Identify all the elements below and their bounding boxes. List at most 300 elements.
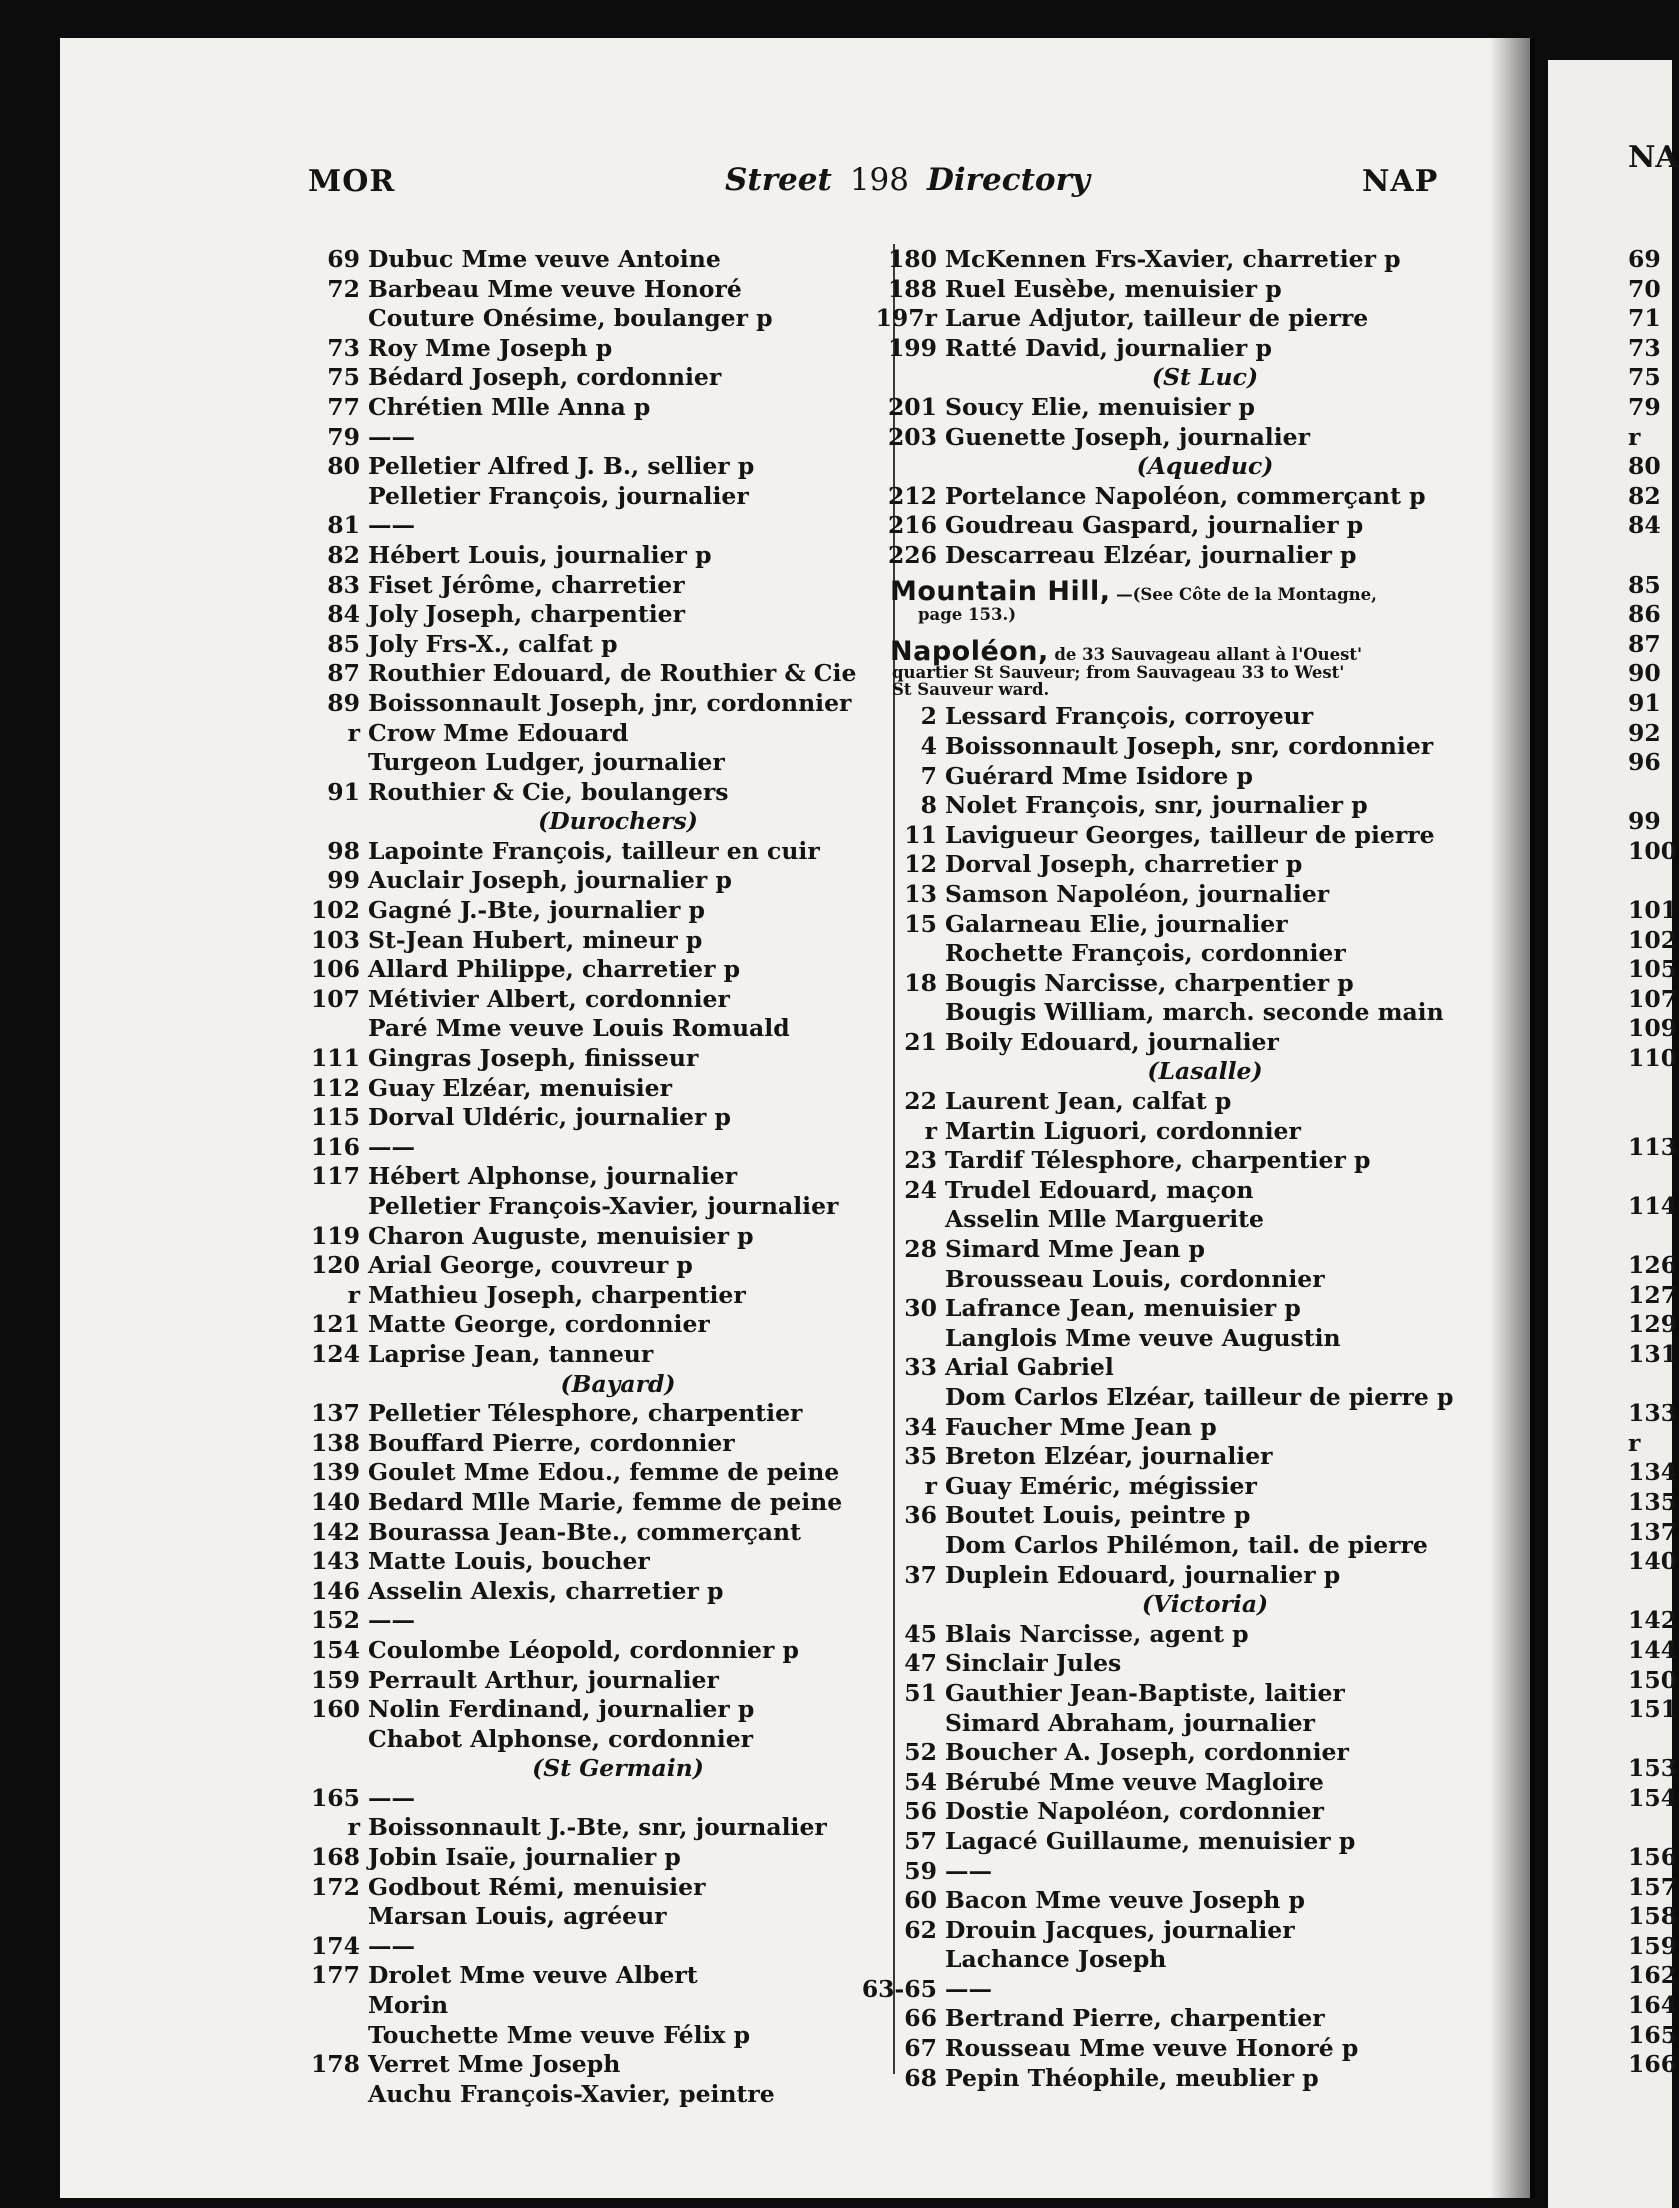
header-title — [725, 162, 1090, 198]
house-number: 102 — [310, 896, 360, 925]
house-number: 121 — [310, 1310, 360, 1339]
resident-text: Pelletier Télesphore, charpentier — [368, 1399, 803, 1428]
street-name: (Victoria) — [1141, 1590, 1269, 1619]
directory-entry — [327, 511, 868, 541]
house-number: 103 — [310, 925, 360, 954]
house-number: 119 — [310, 1221, 360, 1250]
street-name: (St Luc) — [1151, 363, 1259, 392]
resident-text: Larue Adjutor, tailleur de pierre — [945, 304, 1369, 333]
resident-text: Gauthier Jean-Baptiste, laitier — [945, 1678, 1345, 1707]
resident-text: Métivier Albert, cordonnier — [368, 984, 730, 1013]
resident-text: —— — [368, 511, 415, 540]
directory-entry — [945, 1324, 1465, 1354]
resident-text: Touchette Mme veuve Félix p — [368, 2020, 751, 2049]
house-number: 199 — [887, 333, 937, 362]
house-number: 67 — [904, 2034, 937, 2063]
street-section-label — [945, 1590, 1465, 1620]
house-number: 36 — [904, 1501, 937, 1530]
house-number: 24 — [904, 1175, 937, 1204]
resident-text: Lapointe François, tailleur en cuir — [368, 836, 820, 865]
directory-entry — [310, 1547, 868, 1577]
next-page-header: NA — [1628, 140, 1679, 175]
house-number: 60 — [904, 1886, 937, 1915]
next-page-number: 164 — [1628, 1991, 1678, 2020]
next-page-number: 101 — [1628, 896, 1678, 925]
resident-text: Boucher A. Joseph, cordonnier — [945, 1738, 1349, 1767]
house-number: 152 — [310, 1606, 360, 1635]
next-page-number — [1628, 1074, 1677, 1104]
resident-text: Chabot Alphonse, cordonnier — [368, 1724, 754, 1753]
house-number: 107 — [310, 984, 360, 1013]
house-number: 62 — [904, 1915, 937, 1944]
resident-text: Matte George, cordonnier — [368, 1310, 710, 1339]
resident-text: Chrétien Mlle Anna p — [368, 392, 651, 421]
resident-text: Crow Mme Edouard — [368, 718, 629, 747]
directory-entry — [904, 1619, 1465, 1650]
resident-text: Roy Mme Joseph p — [368, 333, 613, 362]
directory-entry — [887, 540, 1465, 571]
directory-entry — [327, 836, 868, 867]
directory-entry — [904, 1826, 1465, 1857]
next-page-number: 90 — [1628, 659, 1661, 688]
resident-text: Sinclair Jules — [945, 1649, 1122, 1678]
resident-text: Lavigueur Georges, tailleur de pierre — [945, 820, 1435, 849]
directory-entry — [887, 392, 1465, 423]
directory-entry — [368, 1902, 868, 1932]
right-column — [861, 245, 1465, 2093]
resident-text: —— — [368, 1132, 415, 1161]
resident-text: Jobin Isaïe, journalier p — [368, 1843, 681, 1872]
directory-entry — [310, 1665, 868, 1696]
directory-entry — [920, 702, 1465, 732]
next-page-number: 135 — [1628, 1487, 1678, 1516]
next-page-number: 107 — [1628, 984, 1678, 1013]
directory-entry — [347, 1280, 868, 1311]
house-number: 168 — [310, 1843, 360, 1872]
resident-text: —— — [368, 422, 415, 451]
directory-entry — [310, 1872, 868, 1903]
directory-entry — [327, 422, 868, 453]
resident-text: Rousseau Mme veuve Honoré p — [945, 2034, 1359, 2063]
next-page-number — [1628, 778, 1677, 808]
resident-text: Matte Louis, boucher — [368, 1547, 650, 1576]
directory-entry — [368, 2021, 868, 2051]
directory-entry — [904, 820, 1465, 851]
house-number: 82 — [327, 540, 360, 569]
next-page-number: 158 — [1628, 1902, 1678, 1931]
mountain-hill-name: Mountain Hill, — [890, 575, 1111, 607]
resident-text: Marsan Louis, agréeur — [368, 1902, 667, 1931]
directory-entry — [310, 1961, 868, 1991]
book-spine-shadow — [1490, 38, 1535, 2198]
house-number: 216 — [887, 511, 937, 540]
street-section-label — [945, 452, 1465, 482]
house-number: r — [924, 1471, 937, 1500]
street-section-label — [368, 807, 868, 837]
directory-entry — [945, 1265, 1465, 1295]
resident-text: Martin Liguori, cordonnier — [945, 1116, 1301, 1145]
resident-text: —— — [368, 1783, 415, 1812]
house-number: 69 — [327, 245, 360, 273]
resident-text: St-Jean Hubert, mineur p — [368, 925, 703, 954]
resident-text: Portelance Napoléon, commerçant p — [945, 481, 1426, 510]
directory-entry — [327, 866, 868, 896]
resident-text: Joly Frs-X., calfat p — [368, 629, 618, 658]
next-page-number — [1628, 866, 1677, 896]
next-page-number: 86 — [1628, 600, 1661, 629]
next-page-number: 153 — [1628, 1754, 1678, 1783]
house-number: 12 — [904, 850, 937, 879]
resident-text: Barbeau Mme veuve Honoré — [368, 274, 742, 303]
resident-text: Blais Narcisse, agent p — [945, 1619, 1249, 1648]
resident-text: —— — [368, 1606, 415, 1635]
resident-text: Bacon Mme veuve Joseph p — [945, 1886, 1305, 1915]
directory-entry — [327, 274, 868, 305]
next-page-number: 84 — [1628, 511, 1661, 540]
directory-entry — [368, 1014, 868, 1044]
next-page-number: 113 — [1628, 1132, 1678, 1161]
directory-entry — [945, 1205, 1465, 1235]
directory-entry — [887, 481, 1465, 512]
house-number: r — [347, 718, 360, 747]
resident-text: Langlois Mme veuve Augustin — [945, 1323, 1341, 1352]
next-page-number: 91 — [1628, 688, 1661, 717]
resident-text: Dubuc Mme veuve Antoine — [368, 245, 721, 273]
resident-text: Routhier Edouard, de Routhier & Cie — [368, 659, 857, 688]
house-number: 89 — [327, 688, 360, 717]
next-page-numbers — [1628, 245, 1677, 2080]
house-number: 226 — [887, 540, 937, 569]
resident-text: Brousseau Louis, cordonnier — [945, 1264, 1325, 1293]
house-number: 142 — [310, 1517, 360, 1546]
directory-entry — [310, 1783, 868, 1814]
header-title-directory: Directory — [926, 162, 1090, 198]
resident-text: Soucy Elie, menuisier p — [945, 392, 1255, 421]
resident-text: Lessard François, corroyeur — [945, 702, 1314, 731]
street-section-label — [945, 1057, 1465, 1087]
next-page-number: 137 — [1628, 1517, 1678, 1546]
resident-text: Lafrance Jean, menuisier p — [945, 1294, 1301, 1323]
resident-text: Tardif Télesphore, charpentier p — [945, 1146, 1371, 1175]
house-number: 52 — [904, 1738, 937, 1767]
resident-text: Drouin Jacques, journalier — [945, 1915, 1295, 1944]
house-number: 83 — [327, 570, 360, 599]
street-name: (Durochers) — [538, 807, 698, 836]
resident-text: Bourassa Jean-Bte., commerçant — [368, 1517, 801, 1546]
house-number: 47 — [904, 1649, 937, 1678]
house-number: 63-65 — [861, 1974, 937, 2003]
house-number: 81 — [327, 511, 360, 540]
house-number: 77 — [327, 392, 360, 421]
right-bottom-entries — [861, 702, 1465, 2093]
directory-entry — [368, 1725, 868, 1755]
next-page-number: 70 — [1628, 274, 1661, 303]
house-number: 33 — [904, 1353, 937, 1382]
directory-entry — [904, 1767, 1465, 1798]
next-page-number — [1628, 1725, 1677, 1755]
header-right-code: NAP — [1362, 164, 1439, 199]
directory-entry — [310, 1487, 868, 1518]
next-page-number: 142 — [1628, 1606, 1678, 1635]
resident-text: Lagacé Guillaume, menuisier p — [945, 1826, 1356, 1855]
directory-entry — [327, 333, 868, 364]
resident-text: Dorval Joseph, charretier p — [945, 850, 1303, 879]
directory-entry — [368, 304, 868, 334]
house-number: 59 — [904, 1856, 937, 1885]
directory-entry — [310, 1339, 868, 1370]
house-number: 51 — [904, 1678, 937, 1707]
next-page-number: 150 — [1628, 1665, 1678, 1694]
resident-text: Guay Elzéar, menuisier — [368, 1073, 673, 1102]
resident-text: Turgeon Ludger, journalier — [368, 748, 725, 777]
directory-entry — [924, 1116, 1465, 1147]
house-number: 54 — [904, 1767, 937, 1796]
directory-entry — [920, 761, 1465, 792]
next-page-number: 127 — [1628, 1280, 1678, 1309]
house-number: 143 — [310, 1547, 360, 1576]
house-number: 84 — [327, 600, 360, 629]
resident-text: McKennen Frs-Xavier, charretier p — [945, 245, 1401, 273]
directory-entry — [904, 968, 1465, 999]
house-number: 138 — [310, 1428, 360, 1457]
resident-text: Breton Elzéar, journalier — [945, 1442, 1273, 1471]
directory-entry — [310, 1635, 868, 1666]
next-page-number: 73 — [1628, 333, 1661, 362]
resident-text: Bédard Joseph, cordonnier — [368, 363, 722, 392]
next-page-number: 144 — [1628, 1635, 1678, 1664]
resident-text: Charon Auguste, menuisier p — [368, 1221, 754, 1250]
directory-entry — [945, 1383, 1465, 1413]
directory-entry — [904, 1560, 1465, 1591]
next-page-number: 156 — [1628, 1843, 1678, 1872]
resident-text: Asselin Alexis, charretier p — [368, 1576, 724, 1605]
directory-entry — [904, 1856, 1465, 1887]
house-number: 203 — [887, 422, 937, 451]
resident-text: Allard Philippe, charretier p — [368, 955, 741, 984]
directory-entry — [310, 1132, 868, 1163]
directory-entry — [904, 1678, 1465, 1709]
directory-entry — [310, 1576, 868, 1607]
resident-text: Goulet Mme Edou., femme de peine — [368, 1458, 840, 1487]
mountain-hill-note: —(See Côte de la Montagne, — [1116, 584, 1377, 604]
next-page-number: 151 — [1628, 1695, 1678, 1724]
house-number: 85 — [327, 629, 360, 658]
resident-text: Dostie Napoléon, cordonnier — [945, 1797, 1324, 1826]
resident-text: Rochette François, cordonnier — [945, 939, 1346, 968]
next-page-number: 134 — [1628, 1458, 1678, 1487]
house-number: 13 — [904, 879, 937, 908]
street-name: (St Germain) — [532, 1754, 704, 1783]
directory-entry — [310, 1221, 868, 1252]
header-title-street: Street — [725, 162, 832, 198]
directory-entry — [327, 600, 868, 630]
directory-entry — [310, 1458, 868, 1488]
house-number: 120 — [310, 1251, 360, 1280]
resident-text: Fiset Jérôme, charretier — [368, 570, 685, 599]
resident-text: Paré Mme veuve Louis Romuald — [368, 1014, 790, 1043]
next-page-number: 126 — [1628, 1251, 1678, 1280]
house-number: 178 — [310, 2050, 360, 2079]
next-page-number — [1628, 1222, 1677, 1252]
resident-text: Descarreau Elzéar, journalier p — [945, 540, 1357, 569]
directory-entry — [904, 1501, 1465, 1531]
resident-text: Simard Mme Jean p — [945, 1235, 1205, 1264]
resident-text: Guérard Mme Isidore p — [945, 761, 1253, 790]
directory-entry — [861, 1974, 1465, 2005]
resident-text: Bedard Mlle Marie, femme de peine — [368, 1487, 843, 1516]
directory-entry — [904, 1649, 1465, 1679]
resident-text: Hébert Alphonse, journalier — [368, 1162, 738, 1191]
house-number: 8 — [920, 791, 937, 820]
napoleon-desc-fr: de 33 Sauvageau allant à l'Ouest' — [1054, 645, 1363, 665]
resident-text: Morin — [368, 1991, 449, 2020]
directory-entry — [904, 1412, 1465, 1443]
next-page-number: 133 — [1628, 1399, 1678, 1428]
house-number: 91 — [327, 777, 360, 806]
house-number: 140 — [310, 1487, 360, 1516]
next-page-number: r — [1628, 1428, 1641, 1457]
directory-entry — [904, 879, 1465, 910]
directory-entry — [887, 511, 1465, 541]
resident-text: Godbout Rémi, menuisier — [368, 1872, 706, 1901]
directory-entry — [904, 1235, 1465, 1265]
street-name: (Bayard) — [560, 1369, 676, 1398]
next-page-number: 140 — [1628, 1547, 1678, 1576]
house-number: 80 — [327, 452, 360, 481]
resident-text: Mathieu Joseph, charpentier — [368, 1280, 746, 1309]
next-page-number — [1628, 1370, 1677, 1400]
house-number: 174 — [310, 1931, 360, 1960]
directory-entry — [920, 731, 1465, 762]
resident-text: Asselin Mlle Marguerite — [945, 1205, 1264, 1234]
directory-entry — [310, 1931, 868, 1962]
resident-text: Verret Mme Joseph — [368, 2050, 621, 2079]
directory-entry — [875, 304, 1465, 334]
next-page-number: 79 — [1628, 392, 1661, 421]
directory-entry — [904, 850, 1465, 880]
directory-entry — [904, 2063, 1465, 2094]
house-number: 160 — [310, 1695, 360, 1724]
house-number: 117 — [310, 1162, 360, 1191]
directory-entry — [904, 2004, 1465, 2034]
directory-entry — [368, 748, 868, 778]
directory-entry — [887, 333, 1465, 364]
directory-entry — [904, 1442, 1465, 1472]
next-page-number: 99 — [1628, 807, 1661, 836]
resident-text: Dom Carlos Elzéar, tailleur de pierre p — [945, 1383, 1454, 1412]
next-page-number: 114 — [1628, 1192, 1678, 1220]
next-page-number: 166 — [1628, 2050, 1678, 2079]
house-number: 116 — [310, 1132, 360, 1161]
next-page-number: 129 — [1628, 1310, 1678, 1339]
resident-text: Gagné J.-Bte, journalier p — [368, 896, 705, 925]
next-page-number: 100 — [1628, 836, 1678, 865]
house-number: 22 — [904, 1087, 937, 1116]
mountain-hill-note-page: page 153.) — [918, 605, 1017, 625]
next-page-number: 105 — [1628, 955, 1678, 984]
resident-text: Boily Edouard, journalier — [945, 1027, 1279, 1056]
house-number: 124 — [310, 1339, 360, 1368]
resident-text: Faucher Mme Jean p — [945, 1412, 1217, 1441]
resident-text: Joly Joseph, charpentier — [368, 600, 685, 629]
directory-entry — [310, 896, 868, 926]
next-page-number: 157 — [1628, 1872, 1678, 1901]
directory-entry — [904, 1886, 1465, 1916]
directory-entry — [887, 245, 1465, 275]
directory-entry — [310, 984, 868, 1015]
next-page-number: 165 — [1628, 2020, 1678, 2049]
next-page-number — [1628, 1813, 1677, 1843]
directory-entry — [310, 925, 868, 956]
directory-entry — [904, 2034, 1465, 2064]
resident-text: Gingras Joseph, finisseur — [368, 1044, 699, 1073]
resident-text: Boissonnault J.-Bte, snr, journalier — [368, 1813, 827, 1842]
directory-entry — [327, 245, 868, 275]
resident-text: Arial Gabriel — [945, 1353, 1114, 1382]
directory-entry — [368, 1192, 868, 1222]
house-number: 87 — [327, 659, 360, 688]
resident-text: Bougis William, march. seconde main — [945, 998, 1444, 1027]
resident-text: —— — [368, 1931, 415, 1960]
resident-text: Dom Carlos Philémon, tail. de pierre — [945, 1530, 1428, 1559]
resident-text: —— — [945, 1856, 992, 1885]
next-page-number: 102 — [1628, 925, 1678, 954]
resident-text: Nolin Ferdinand, journalier p — [368, 1695, 755, 1724]
next-page-number: 154 — [1628, 1783, 1678, 1812]
directory-entry — [904, 909, 1465, 940]
directory-entry — [327, 363, 868, 393]
napoleon-heading — [890, 638, 1465, 698]
resident-text: Routhier & Cie, boulangers — [368, 777, 729, 806]
street-section-label — [368, 1754, 868, 1784]
next-page-number — [1628, 1162, 1677, 1192]
resident-text: Laurent Jean, calfat p — [945, 1087, 1232, 1116]
resident-text: Drolet Mme veuve Albert — [368, 1961, 698, 1990]
directory-entry — [327, 392, 868, 423]
resident-text: Simard Abraham, journalier — [945, 1708, 1315, 1737]
next-page-number — [1628, 541, 1677, 571]
house-number: 159 — [310, 1665, 360, 1694]
directory-entry — [887, 422, 1465, 453]
house-number: 37 — [904, 1560, 937, 1589]
house-number: 98 — [327, 836, 360, 865]
directory-entry — [945, 1945, 1465, 1975]
house-number: 201 — [887, 392, 937, 421]
street-section-label — [945, 363, 1465, 393]
resident-text: Boissonnault Joseph, snr, cordonnier — [945, 731, 1434, 760]
house-number: 21 — [904, 1027, 937, 1056]
resident-text: Duplein Edouard, journalier p — [945, 1560, 1341, 1589]
mountain-hill-heading — [890, 577, 1465, 625]
house-number: 112 — [310, 1073, 360, 1102]
directory-entry — [310, 1843, 868, 1873]
street-section-label — [368, 1370, 868, 1400]
resident-text: Guenette Joseph, journalier — [945, 422, 1310, 451]
directory-entry — [327, 452, 868, 482]
next-page-number: 85 — [1628, 570, 1661, 599]
right-top-entries — [875, 245, 1465, 571]
resident-text: Auclair Joseph, journalier p — [368, 866, 732, 895]
house-number: 99 — [327, 866, 360, 895]
directory-entry — [327, 629, 868, 660]
next-page-number: 96 — [1628, 748, 1661, 777]
house-number: 57 — [904, 1826, 937, 1855]
house-number: 23 — [904, 1146, 937, 1175]
house-number: 115 — [310, 1103, 360, 1132]
resident-text: Samson Napoléon, journalier — [945, 879, 1330, 908]
napoleon-desc-quartier: quartier St Sauveur; from Sauvageau 33 to West' — [892, 663, 1345, 683]
house-number: 18 — [904, 968, 937, 997]
